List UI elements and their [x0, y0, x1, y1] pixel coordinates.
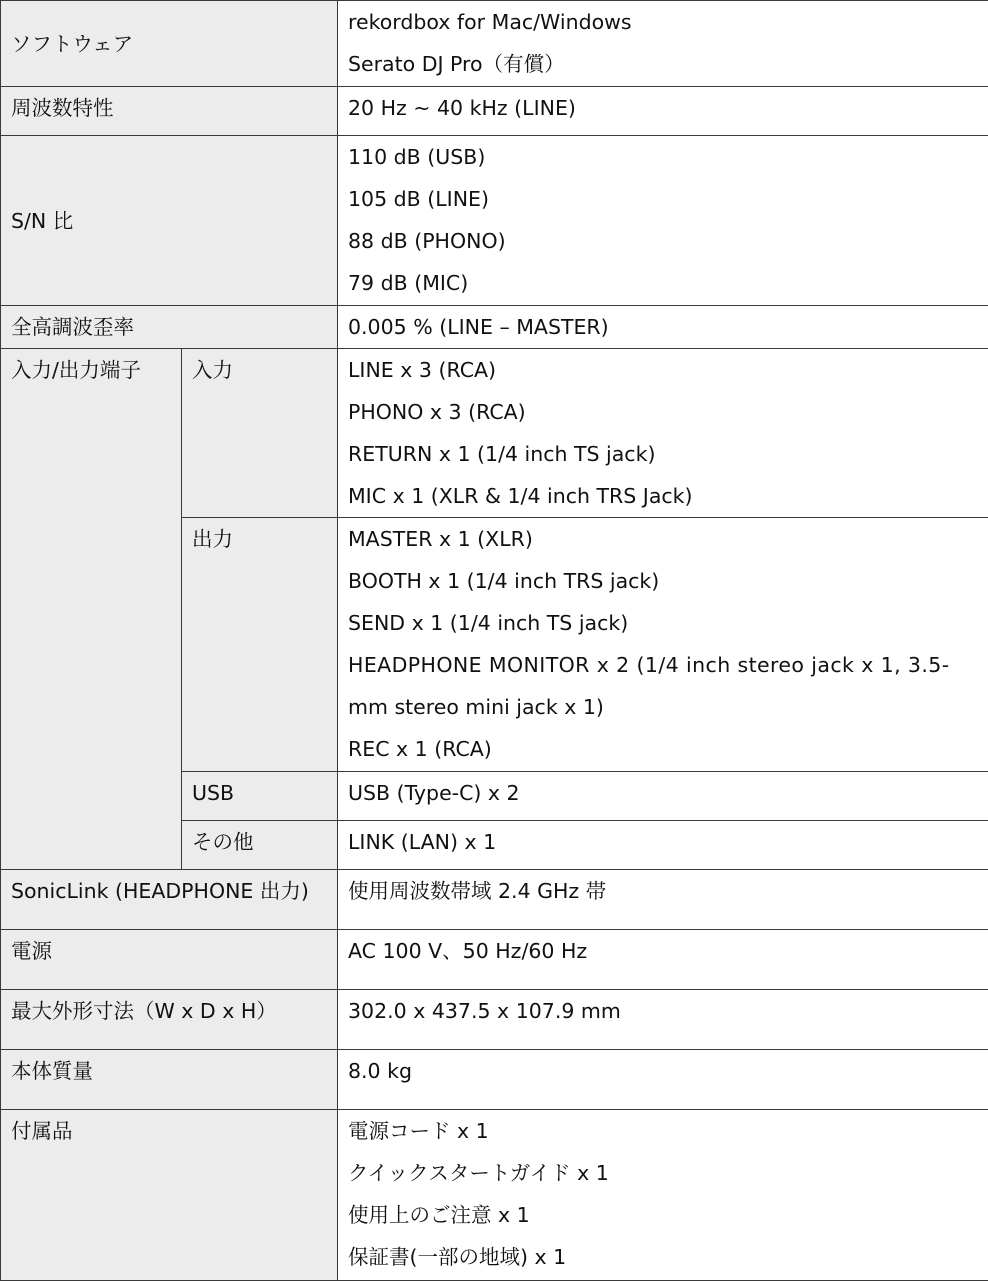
- spec-label-dimensions: 最大外形寸法（W x D x H）: [1, 990, 338, 1050]
- spec-value-sn: 110 dB (USB) 105 dB (LINE) 88 dB (PHONO) 79 dB (MIC): [338, 136, 988, 306]
- spec-value-other: LINK (LAN) x 1: [338, 821, 988, 870]
- spec-row-power: [1, 930, 988, 990]
- spec-label-software: ソフトウェア: [1, 1, 338, 87]
- spec-label-thd: 全高調波歪率: [1, 306, 338, 349]
- spec-value-power: AC 100 V、50 Hz/60 Hz: [338, 930, 988, 990]
- spec-value-frequency: 20 Hz ~ 40 kHz (LINE): [338, 87, 988, 136]
- spec-row-weight: [1, 1050, 988, 1110]
- spec-value-thd: 0.005 % (LINE – MASTER): [338, 306, 988, 349]
- spec-label-power: 電源: [1, 930, 338, 990]
- spec-label-sn: S/N 比: [1, 136, 338, 306]
- spec-value-soniclink: 使用周波数帯域 2.4 GHz 帯: [338, 870, 988, 930]
- spec-row-software: [1, 1, 988, 87]
- spec-row-soniclink: [1, 870, 988, 930]
- spec-value-usb: USB (Type-C) x 2: [338, 772, 988, 821]
- spec-value-input: LINE x 3 (RCA) PHONO x 3 (RCA) RETURN x 1 (1/4 inch TS jack) MIC x 1 (XLR & 1/4 inch TRS Jack): [338, 349, 988, 518]
- spec-row-dimensions: [1, 990, 988, 1050]
- spec-row-thd: [1, 306, 988, 349]
- spec-sublabel-other: その他: [182, 821, 338, 870]
- spec-label-weight: 本体質量: [1, 1050, 338, 1110]
- spec-value-accessories: 電源コード x 1 クイックスタートガイド x 1 使用上のご注意 x 1 保証書(一部の地域) x 1: [338, 1110, 988, 1281]
- spec-row-accessories: [1, 1110, 988, 1281]
- spec-label-io: 入力/出力端子: [1, 349, 182, 870]
- spec-sublabel-output: 出力: [182, 518, 338, 772]
- spec-label-soniclink: SonicLink (HEADPHONE 出力): [1, 870, 338, 930]
- spec-row-sn: [1, 136, 988, 306]
- spec-row-frequency: [1, 87, 988, 136]
- spec-label-accessories: 付属品: [1, 1110, 338, 1281]
- spec-sublabel-input: 入力: [182, 349, 338, 518]
- spec-value-dimensions: 302.0 x 437.5 x 107.9 mm: [338, 990, 988, 1050]
- spec-sublabel-usb: USB: [182, 772, 338, 821]
- spec-row-io-input: [1, 349, 988, 518]
- spec-value-weight: 8.0 kg: [338, 1050, 988, 1110]
- spec-value-software: rekordbox for Mac/Windows Serato DJ Pro（有償）: [338, 1, 988, 87]
- spec-value-output: MASTER x 1 (XLR) BOOTH x 1 (1/4 inch TRS jack) SEND x 1 (1/4 inch TS jack) HEADPHONE MONITOR x 2 (1/4 inch stereo jack x 1, 3.5- mm stereo mini jack x 1) REC x 1 (RCA): [338, 518, 988, 772]
- spec-label-frequency: 周波数特性: [1, 87, 338, 136]
